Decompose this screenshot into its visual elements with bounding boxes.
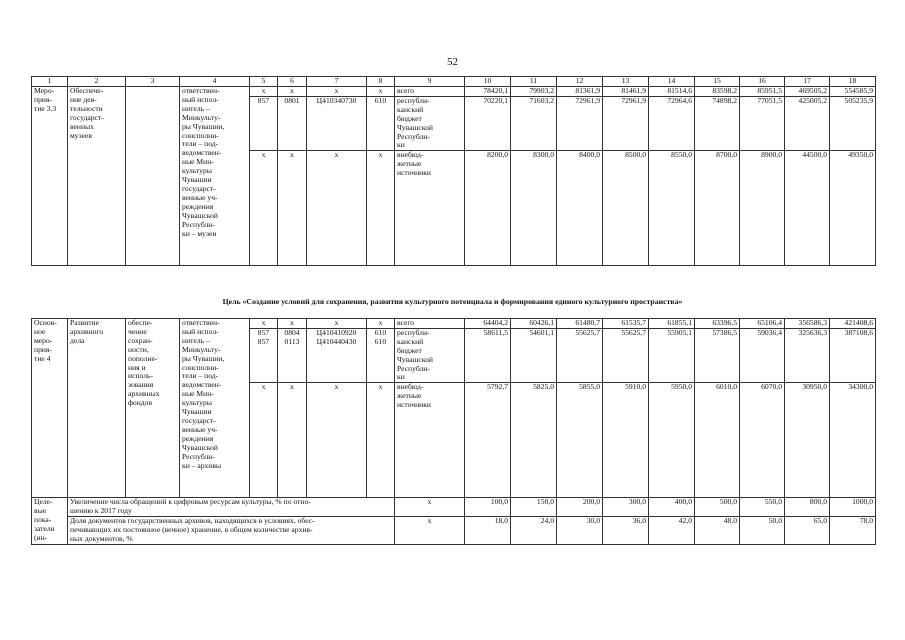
text-line: пока- [34,515,52,525]
funding-source [395,383,465,498]
goal-heading: Цель «Создание условий для сохранения, развития культурного потенциала и формирования единого культурного пространства» [222,297,683,306]
code-section: x [278,87,307,97]
value-cell: 30950,0 [785,383,830,498]
executor [180,87,250,266]
table-measure-4 [31,318,876,545]
text-line: ки [397,372,405,382]
code-section: 0113 [278,338,307,383]
table-row [32,87,876,97]
value-cell: 55905,1 [649,328,695,382]
text-line: Республи- [397,131,430,141]
header-col-8: 8 [367,77,395,87]
value-cell: 6070,0 [740,383,785,498]
text-line: Чувашии [182,407,212,417]
header-col-10: 10 [465,77,511,87]
text-line: Республи- [397,363,430,373]
code-expense: 610 [367,338,395,383]
header-col-1: 1 [32,77,68,87]
funding-source [395,338,465,383]
funding-source [395,96,465,150]
text-line: Доля документов государственных архивов, находящихся в условиях, обес- [70,516,315,526]
value-cell: 505235,9 [830,96,876,150]
value-cell: 5910,0 [603,383,649,498]
text-line: ки – архивы [182,460,222,470]
value-cell: 1000,0 [830,498,876,517]
code-grbs: x [250,383,278,498]
value-cell: 325636,3 [785,328,830,382]
value-cell: 81461,9 [603,87,649,97]
text-line: Минкульту- [182,344,221,354]
measure-goal [126,319,180,498]
code-expense: x [367,383,395,498]
value-cell: 72961,9 [557,96,603,150]
value-cell: 30,0 [557,517,603,545]
text-line: источники [397,400,431,410]
value-cell: 8400,0 [557,151,603,266]
value-cell: 387108,6 [830,328,876,382]
value-cell: 61480,7 [557,319,603,329]
value-cell: 59036,4 [740,328,785,382]
text-line: ки [397,140,405,150]
text-line: реждения [182,201,214,211]
value-cell: 65,0 [785,517,830,545]
text-line: соисполни- [182,130,219,140]
code-target: x [307,151,367,266]
text-line: ответствен- [182,86,220,95]
text-line: ные Мин- [182,389,214,399]
value-cell: 425005,2 [785,96,830,150]
header-col-2: 2 [68,77,126,87]
text-line: Минкульту- [182,112,221,122]
text-line: сохран- [128,335,153,345]
value-cell: 8700,0 [695,151,740,266]
text-line: тели – под- [182,139,219,149]
code-target: x [307,383,367,498]
value-cell: 81361,9 [557,87,603,97]
code-target: Ц410440430 [307,338,367,383]
header-col-15: 15 [695,77,740,87]
code-target: x [307,87,367,97]
text-line: ведомствен- [182,380,222,390]
header-col-18: 18 [830,77,876,87]
indicator-x: x [395,517,465,545]
value-cell: 54601,1 [511,328,557,382]
text-line: музеев [70,130,92,140]
text-line: нитель – [182,335,210,345]
page-number: 52 [447,56,458,68]
value-cell: 85951,5 [740,87,785,97]
target-row [32,498,876,517]
text-line: тельности [70,103,103,113]
text-line: венные уч- [182,424,218,434]
value-cell: 70220,1 [465,96,511,150]
text-line: ный испол- [182,94,219,104]
text-line: республи- [397,96,430,105]
measure-name [68,319,126,498]
value-cell: 150,0 [511,498,557,517]
text-line: республи- [397,328,430,337]
code-expense: 610 [367,328,395,337]
text-line: всего [397,86,415,95]
text-line: ответствен- [182,318,220,327]
text-line: ки – музеи [182,228,217,238]
text-line: Чувашской [182,442,218,452]
executor [180,319,250,498]
text-line: тие 3.3 [34,103,57,113]
text-line: Республи- [182,219,215,229]
value-cell: 60426,1 [511,319,557,329]
text-line: бюджет [397,113,422,123]
value-cell: 81514,6 [649,87,695,97]
text-line: государст- [182,415,216,425]
text-line: канский [397,337,424,346]
text-line: Чувашской [397,354,433,364]
header-row [32,77,876,87]
target-row [32,517,876,545]
text-line: реждения [182,433,214,443]
text-line: архивных [128,389,160,399]
row-label [32,87,68,266]
value-cell: 61855,1 [649,319,695,329]
text-line: ные Мин- [182,157,214,167]
text-line: источники [397,168,431,178]
code-target: Ц410340730 [307,96,367,150]
text-line: ние дея- [70,94,97,104]
text-line: тие 4 [34,353,51,363]
value-cell: 42,0 [649,517,695,545]
text-line: нитель – [182,103,210,113]
code-expense: x [367,319,395,329]
value-cell: 57386,5 [695,328,740,382]
row-label [32,319,68,498]
value-cell: 61535,7 [603,319,649,329]
value-cell: 79903,2 [511,87,557,97]
code-grbs: 857 [250,328,278,337]
header-col-14: 14 [649,77,695,87]
text-line: Развитие [70,318,99,327]
value-cell: 421408,6 [830,319,876,329]
funding-source [395,319,465,329]
text-line: культуры [182,398,212,408]
text-line: Чувашской [182,210,218,220]
value-cell: 300,0 [603,498,649,517]
text-line: ры Чувашии, [182,353,225,363]
code-grbs: 857 [250,338,278,383]
text-line: дела [70,335,85,345]
text-line: ности, [128,344,149,354]
value-cell: 71603,2 [511,96,557,150]
text-line: внебюд- [397,150,424,160]
text-line: венные уч- [182,192,218,202]
text-line: тели – под- [182,371,219,381]
funding-source [395,87,465,97]
text-line: ния и [128,362,146,372]
value-cell: 469505,2 [785,87,830,97]
code-section: 0804 [278,328,307,337]
code-target: Ц410410920 [307,328,367,337]
header-col-9: 9 [395,77,465,87]
value-cell: 49350,0 [830,151,876,266]
value-cell: 77051,5 [740,96,785,150]
value-cell: 100,0 [465,498,511,517]
text-line: шению к 2017 году [70,506,132,516]
value-cell: 8200,0 [465,151,511,266]
text-line: прия- [34,94,52,104]
text-line: меро- [34,335,53,345]
header-col-6: 6 [278,77,307,87]
value-cell: 8900,0 [740,151,785,266]
indicator-text [68,498,395,517]
text-line: внебюд- [397,382,424,392]
text-line: Обеспече- [70,86,104,95]
text-line: ры Чувашии, [182,121,225,131]
targets-label [32,498,68,545]
value-cell: 36,0 [603,517,649,545]
value-cell: 72964,6 [649,96,695,150]
value-cell: 356586,3 [785,319,830,329]
value-cell: 78,0 [830,517,876,545]
value-cell: 8500,0 [603,151,649,266]
code-grbs: x [250,151,278,266]
text-line: печивающих их постоянное (вечное) хранение, в общем количестве архив- [70,525,313,535]
value-cell: 18,0 [465,517,511,545]
value-cell: 400,0 [649,498,695,517]
value-cell: 5855,0 [557,383,603,498]
text-line: зования [128,380,154,390]
code-section: x [278,383,307,498]
value-cell: 5950,0 [649,383,695,498]
text-line: прия- [34,344,52,354]
text-line: соисполни- [182,362,219,372]
code-expense: x [367,151,395,266]
value-cell: 55625,7 [557,328,603,382]
value-cell: 78420,1 [465,87,511,97]
header-col-16: 16 [740,77,785,87]
text-line: исполь- [128,371,153,381]
value-cell: 24,0 [511,517,557,545]
code-section: x [278,319,307,329]
code-expense: x [367,87,395,97]
text-line: жетные [397,391,422,401]
text-line: бюджет [397,345,422,355]
text-line: фондов [128,398,153,408]
text-line: государст- [70,112,104,122]
code-grbs: x [250,319,278,329]
text-line: чение [128,326,147,336]
value-cell: 8550,0 [649,151,695,266]
text-line: вые [34,506,47,516]
funding-source [395,328,465,337]
value-cell: 34300,0 [830,383,876,498]
text-line: архивного [70,326,104,336]
text-line: ное [34,326,46,336]
header-col-13: 13 [603,77,649,87]
value-cell: 200,0 [557,498,603,517]
indicator-text [68,517,395,545]
value-cell: 5792,7 [465,383,511,498]
value-cell: 64404,2 [465,319,511,329]
value-cell: 44500,0 [785,151,830,266]
code-target: x [307,319,367,329]
value-cell: 554585,9 [830,87,876,97]
text-line: Целе- [34,497,53,507]
header-col-3: 3 [126,77,180,87]
text-line: обеспе- [128,318,153,327]
text-line: Меро- [34,86,55,95]
value-cell: 55625,7 [603,328,649,382]
value-cell: 83598,2 [695,87,740,97]
funding-source [395,151,465,266]
text-line: ный испол- [182,326,219,336]
measure-name [68,87,126,266]
code-grbs: x [250,87,278,97]
text-line: Чувашской [397,122,433,132]
text-line: канский [397,104,424,114]
text-line: Увеличение числа обращений к цифровым ресурсам культуры, % по отно- [70,497,311,507]
indicator-x: x [395,498,465,517]
text-line: пополне- [128,353,158,363]
value-cell: 550,0 [740,498,785,517]
value-cell: 800,0 [785,498,830,517]
text-line: венных [70,121,94,131]
text-line: (ин- [34,532,48,542]
value-cell: 500,0 [695,498,740,517]
code-expense: 610 [367,96,395,150]
text-line: культуры [182,166,212,176]
table-row [32,319,876,329]
text-line: жетные [397,159,422,169]
value-cell: 6010,0 [695,383,740,498]
value-cell: 48,0 [695,517,740,545]
value-cell: 72961,9 [603,96,649,150]
text-line: государст- [182,183,216,193]
text-line: Основ- [34,318,57,327]
value-cell: 74898,2 [695,96,740,150]
value-cell: 5825,0 [511,383,557,498]
value-cell: 58611,5 [465,328,511,382]
code-section: x [278,151,307,266]
text-line: ведомствен- [182,148,222,158]
text-line: Республи- [182,451,215,461]
code-section: 0801 [278,96,307,150]
value-cell: 50,0 [740,517,785,545]
header-col-12: 12 [557,77,603,87]
measure-goal [126,87,180,266]
value-cell: 8300,0 [511,151,557,266]
header-col-5: 5 [250,77,278,87]
table-measure-3-3 [31,76,876,266]
text-line: ных документов, % [70,533,133,543]
text-line: Чувашии [182,175,212,185]
header-col-17: 17 [785,77,830,87]
header-col-7: 7 [307,77,367,87]
header-col-11: 11 [511,77,557,87]
text-line: всего [397,318,415,327]
code-grbs: 857 [250,96,278,150]
value-cell: 65106,4 [740,319,785,329]
text-line: затели [34,524,55,534]
value-cell: 63396,5 [695,319,740,329]
header-col-4: 4 [180,77,250,87]
